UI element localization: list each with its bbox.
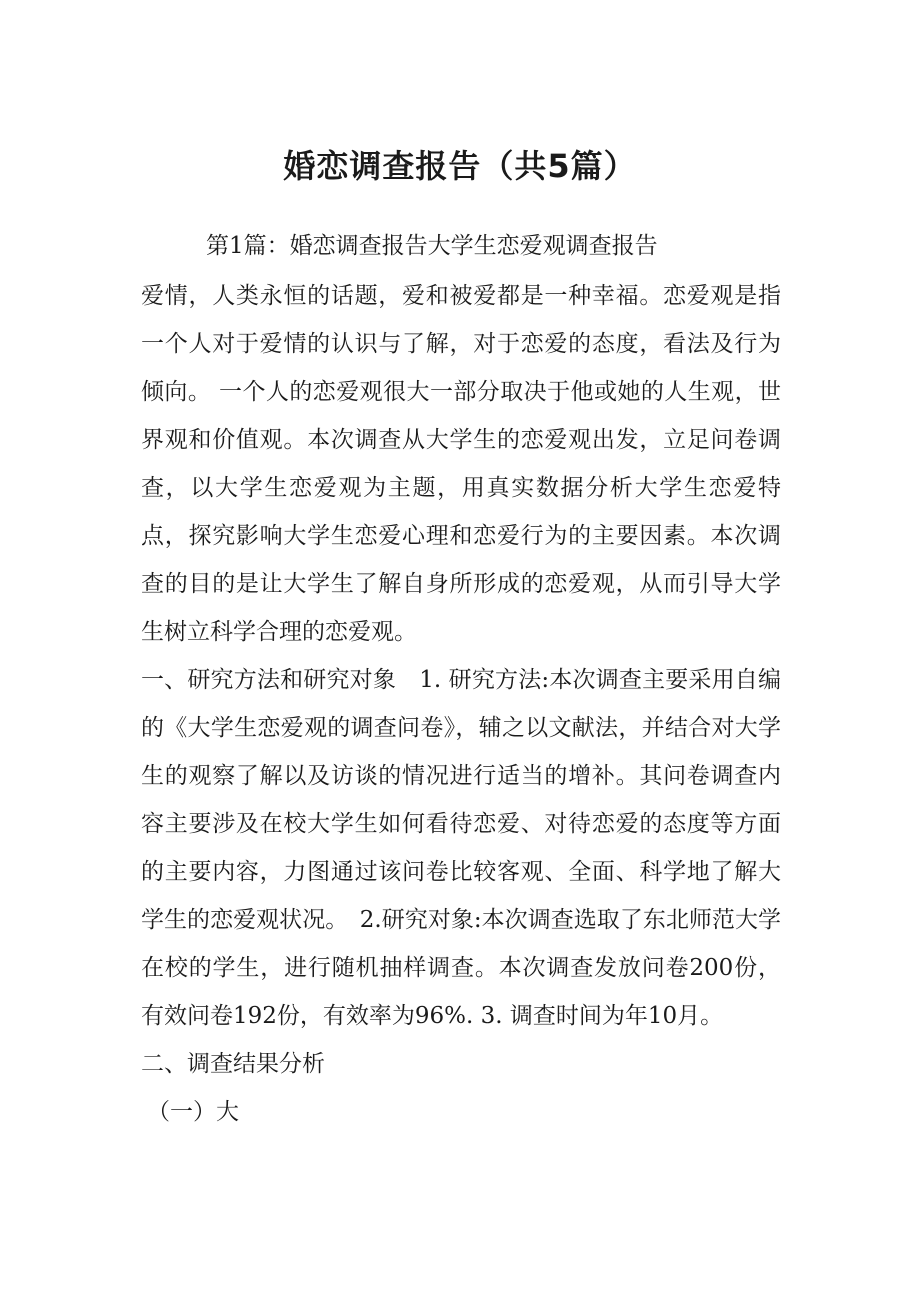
subsection-heading: （一）大: [147, 1099, 239, 1125]
document-body: [141, 272, 781, 1136]
document-title: 婚恋调查报告（共5篇）: [283, 147, 637, 185]
paragraph-intro: 爱情，人类永恒的话题，爱和被爱都是一种幸福。恋爱观是指一个人对于爱情的认识与了解，对于恋爱的态度，看法及行为倾向。 一个人的恋爱观很大一部分取决于他或她的人生观，世界观和价值观。本次调查从大学生的恋爱观出发，立足问卷调查，以大学生恋爱观为主题，用真实数据分析大学生恋爱特点，探究影响大学生恋爱心理和恋爱行为的主要因素。本次调查的目的是让大学生了解自身所形成的恋爱观，从而引导大学生树立科学合理的恋爱观。: [141, 283, 781, 645]
section-heading-results: 二、调查结果分析: [141, 1051, 325, 1077]
paragraph-methods: 一、研究方法和研究对象 1. 研究方法:本次调查主要采用自编的《大学生恋爱观的调查问卷》，辅之以文献法，并结合对大学生的观察了解以及访谈的情况进行适当的增补。其问卷调查内容主要涉及在校大学生如何看待恋爱、对待恋爱的态度等方面的主要内容，力图通过该问卷比较客观、全面、科学地了解大学生的恋爱观状况。 2.研究对象:本次调查选取了东北师范大学在校的学生，进行随机抽样调查。本次调查发放问卷200份，有效问卷192份，有效率为96%. 3. 调查时间为年10月。: [141, 667, 781, 1029]
document-subtitle: 第1篇：婚恋调查报告大学生恋爱观调查报告: [206, 233, 658, 259]
